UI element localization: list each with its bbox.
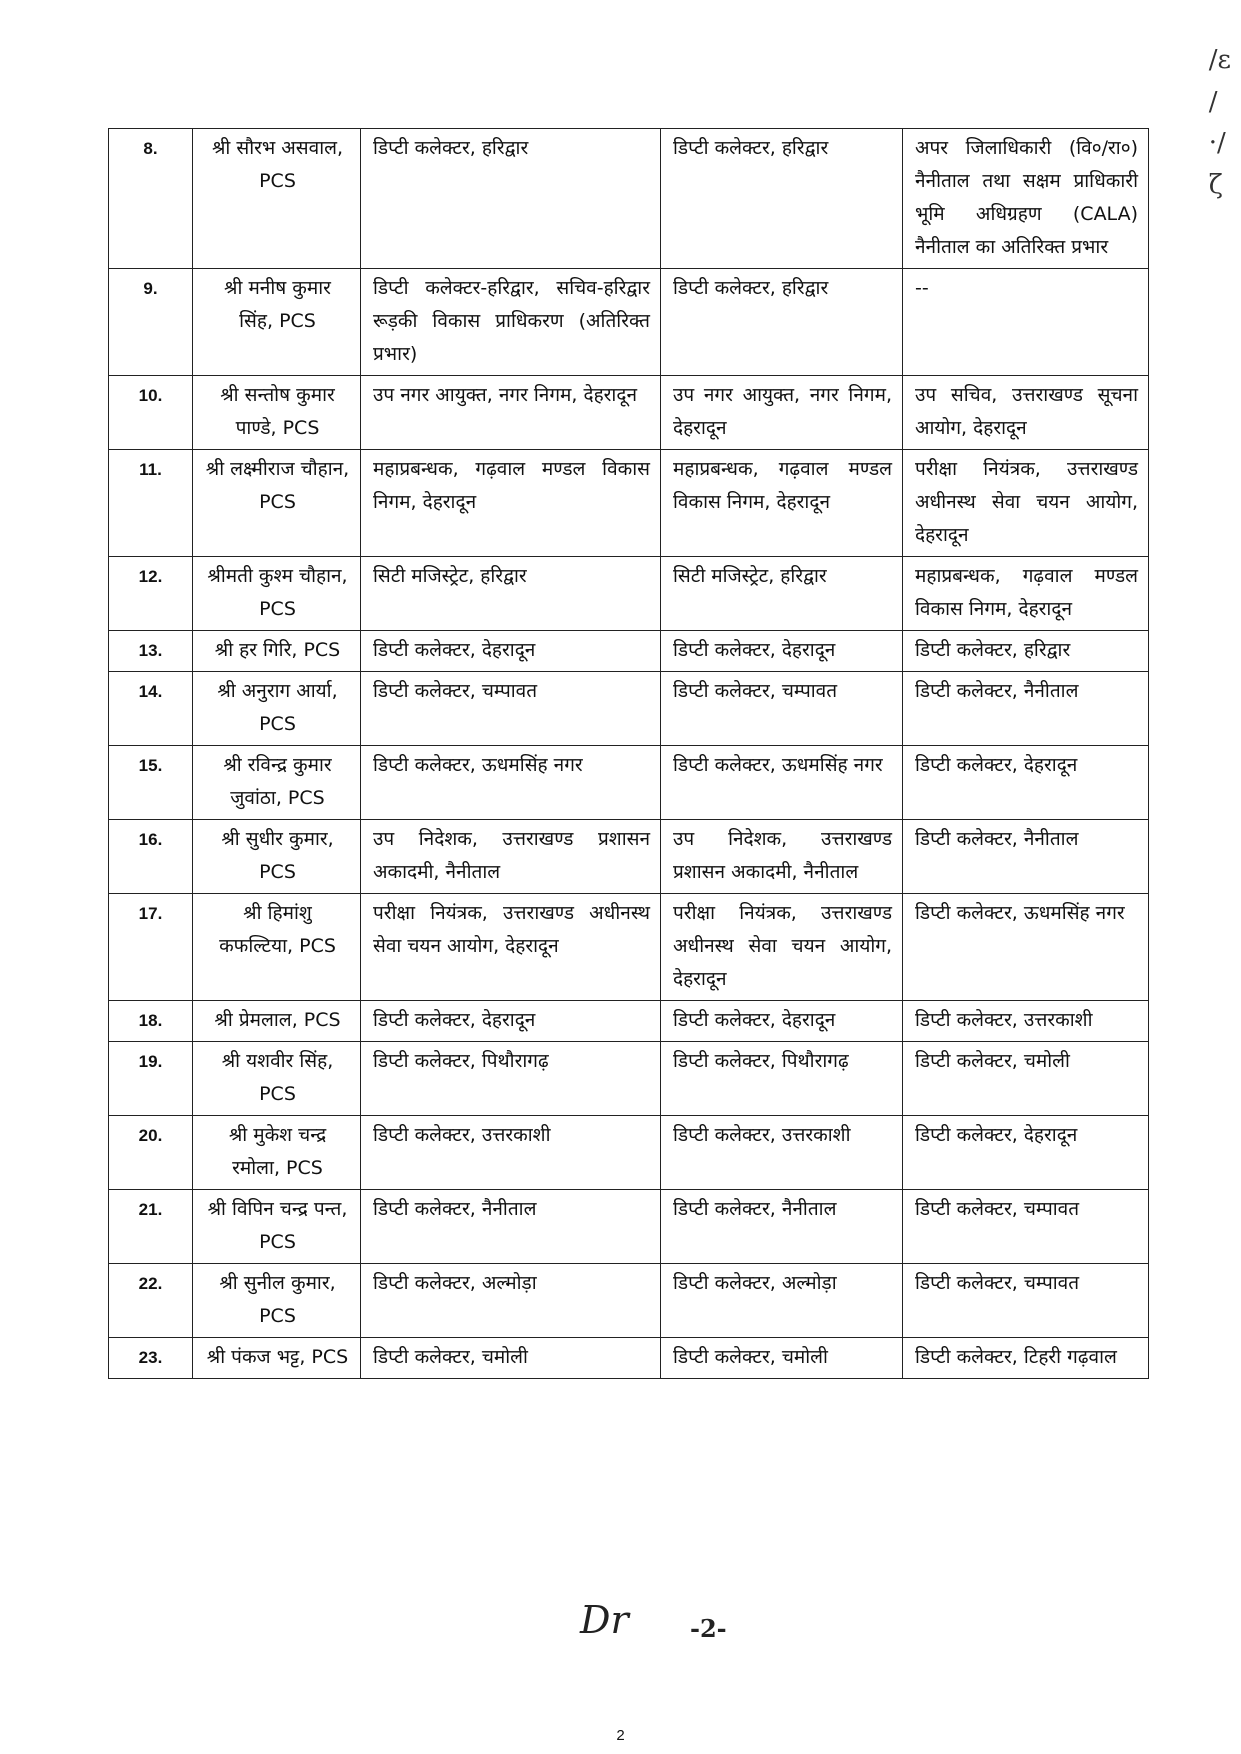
transfer-table [108, 128, 1149, 1379]
current-posting-cell: डिप्टी कलेक्टर, उत्तरकाशी [361, 1116, 661, 1190]
table-row [109, 129, 1149, 269]
margin-note-line: /ε [1208, 45, 1231, 75]
margin-note-line: ζ [1208, 169, 1223, 200]
new-posting-cell: डिप्टी कलेक्टर, हरिद्वार [661, 129, 903, 269]
new-posting-cell: परीक्षा नियंत्रक, उत्तराखण्ड अधीनस्थ सेवा चयन आयोग, देहरादून [661, 894, 903, 1001]
name-cell: श्री विपिन चन्द्र पन्त, PCS [193, 1190, 361, 1264]
serial-cell: 22. [109, 1264, 193, 1338]
new-posting-cell: डिप्टी कलेक्टर, हरिद्वार [661, 269, 903, 376]
additional-charge-cell: महाप्रबन्धक, गढ़वाल मण्डल विकास निगम, देहरादून [903, 557, 1149, 631]
table-row [109, 557, 1149, 631]
serial-cell: 19. [109, 1042, 193, 1116]
current-posting-cell: डिप्टी कलेक्टर, चमोली [361, 1338, 661, 1379]
serial-cell: 18. [109, 1001, 193, 1042]
new-posting-cell: डिप्टी कलेक्टर, चमोली [661, 1338, 903, 1379]
name-cell: श्री रविन्द्र कुमार जुवांठा, PCS [193, 746, 361, 820]
additional-charge-cell: डिप्टी कलेक्टर, नैनीताल [903, 672, 1149, 746]
additional-charge-cell: डिप्टी कलेक्टर, नैनीताल [903, 820, 1149, 894]
serial-cell: 21. [109, 1190, 193, 1264]
table-row [109, 376, 1149, 450]
name-cell: श्री अनुराग आर्या, PCS [193, 672, 361, 746]
name-cell: श्री सुनील कुमार, PCS [193, 1264, 361, 1338]
additional-charge-cell: उप सचिव, उत्तराखण्ड सूचना आयोग, देहरादून [903, 376, 1149, 450]
serial-cell: 13. [109, 631, 193, 672]
current-posting-cell: डिप्टी कलेक्टर, अल्मोड़ा [361, 1264, 661, 1338]
name-cell: श्रीमती कुश्म चौहान, PCS [193, 557, 361, 631]
table-row [109, 450, 1149, 557]
name-cell: श्री प्रेमलाल, PCS [193, 1001, 361, 1042]
table-row [109, 1264, 1149, 1338]
current-posting-cell: उप निदेशक, उत्तराखण्ड प्रशासन अकादमी, नैनीताल [361, 820, 661, 894]
name-cell: श्री सौरभ असवाल, PCS [193, 129, 361, 269]
new-posting-cell: डिप्टी कलेक्टर, पिथौरागढ़ [661, 1042, 903, 1116]
additional-charge-cell: डिप्टी कलेक्टर, चम्पावत [903, 1264, 1149, 1338]
name-cell: श्री यशवीर सिंह, PCS [193, 1042, 361, 1116]
serial-cell: 14. [109, 672, 193, 746]
current-posting-cell: परीक्षा नियंत्रक, उत्तराखण्ड अधीनस्थ सेवा चयन आयोग, देहरादून [361, 894, 661, 1001]
serial-cell: 9. [109, 269, 193, 376]
margin-note-line: ·/ [1208, 128, 1226, 159]
additional-charge-cell: डिप्टी कलेक्टर, देहरादून [903, 746, 1149, 820]
current-posting-cell: डिप्टी कलेक्टर, नैनीताल [361, 1190, 661, 1264]
table-row [109, 1338, 1149, 1379]
new-posting-cell: उप नगर आयुक्त, नगर निगम, देहरादून [661, 376, 903, 450]
table-row [109, 1042, 1149, 1116]
table-row [109, 894, 1149, 1001]
new-posting-cell: डिप्टी कलेक्टर, नैनीताल [661, 1190, 903, 1264]
new-posting-cell: महाप्रबन्धक, गढ़वाल मण्डल विकास निगम, देहरादून [661, 450, 903, 557]
current-posting-cell: डिप्टी कलेक्टर, देहरादून [361, 1001, 661, 1042]
table-row [109, 269, 1149, 376]
table-row [109, 746, 1149, 820]
current-posting-cell: महाप्रबन्धक, गढ़वाल मण्डल विकास निगम, देहरादून [361, 450, 661, 557]
name-cell: श्री सुधीर कुमार, PCS [193, 820, 361, 894]
additional-charge-cell: डिप्टी कलेक्टर, हरिद्वार [903, 631, 1149, 672]
table-row [109, 1190, 1149, 1264]
serial-cell: 10. [109, 376, 193, 450]
serial-cell: 17. [109, 894, 193, 1001]
name-cell: श्री मुकेश चन्द्र रमोला, PCS [193, 1116, 361, 1190]
serial-cell: 8. [109, 129, 193, 269]
transfer-table-body [109, 129, 1149, 1379]
table-row [109, 631, 1149, 672]
serial-cell: 23. [109, 1338, 193, 1379]
serial-cell: 20. [109, 1116, 193, 1190]
serial-cell: 11. [109, 450, 193, 557]
new-posting-cell: सिटी मजिस्ट्रेट, हरिद्वार [661, 557, 903, 631]
additional-charge-cell: डिप्टी कलेक्टर, उत्तरकाशी [903, 1001, 1149, 1042]
name-cell: श्री हिमांशु कफल्टिया, PCS [193, 894, 361, 1001]
current-posting-cell: डिप्टी कलेक्टर-हरिद्वार, सचिव-हरिद्वार रूड़की विकास प्राधिकरण (अतिरिक्त प्रभार) [361, 269, 661, 376]
current-posting-cell: उप नगर आयुक्त, नगर निगम, देहरादून [361, 376, 661, 450]
table-row [109, 1001, 1149, 1042]
table-row [109, 1116, 1149, 1190]
new-posting-cell: डिप्टी कलेक्टर, चम्पावत [661, 672, 903, 746]
table-row [109, 672, 1149, 746]
name-cell: श्री मनीष कुमार सिंह, PCS [193, 269, 361, 376]
additional-charge-cell: डिप्टी कलेक्टर, चम्पावत [903, 1190, 1149, 1264]
signature-initials: Dr [580, 1598, 629, 1642]
new-posting-cell: डिप्टी कलेक्टर, उत्तरकाशी [661, 1116, 903, 1190]
new-posting-cell: डिप्टी कलेक्टर, अल्मोड़ा [661, 1264, 903, 1338]
new-posting-cell: उप निदेशक, उत्तराखण्ड प्रशासन अकादमी, नैनीताल [661, 820, 903, 894]
new-posting-cell: डिप्टी कलेक्टर, ऊधमसिंह नगर [661, 746, 903, 820]
additional-charge-cell: डिप्टी कलेक्टर, ऊधमसिंह नगर [903, 894, 1149, 1001]
table-row [109, 820, 1149, 894]
additional-charge-cell: डिप्टी कलेक्टर, चमोली [903, 1042, 1149, 1116]
name-cell: श्री लक्ष्मीराज चौहान, PCS [193, 450, 361, 557]
current-posting-cell: डिप्टी कलेक्टर, देहरादून [361, 631, 661, 672]
current-posting-cell: सिटी मजिस्ट्रेट, हरिद्वार [361, 557, 661, 631]
additional-charge-cell: अपर जिलाधिकारी (वि०/रा०) नैनीताल तथा सक्षम प्राधिकारी भूमि अधिग्रहण (CALA) नैनीताल का अतिरिक्त प्रभार [903, 129, 1149, 269]
additional-charge-cell: -- [903, 269, 1149, 376]
handwritten-page-mark: -2- [690, 1614, 727, 1643]
name-cell: श्री सन्तोष कुमार पाण्डे, PCS [193, 376, 361, 450]
new-posting-cell: डिप्टी कलेक्टर, देहरादून [661, 631, 903, 672]
name-cell: श्री पंकज भट्ट, PCS [193, 1338, 361, 1379]
new-posting-cell: डिप्टी कलेक्टर, देहरादून [661, 1001, 903, 1042]
additional-charge-cell: डिप्टी कलेक्टर, देहरादून [903, 1116, 1149, 1190]
serial-cell: 16. [109, 820, 193, 894]
serial-cell: 15. [109, 746, 193, 820]
serial-cell: 12. [109, 557, 193, 631]
margin-annotation [1209, 40, 1231, 206]
additional-charge-cell: परीक्षा नियंत्रक, उत्तराखण्ड अधीनस्थ सेवा चयन आयोग, देहरादून [903, 450, 1149, 557]
additional-charge-cell: डिप्टी कलेक्टर, टिहरी गढ़वाल [903, 1338, 1149, 1379]
margin-note-line: / [1208, 86, 1218, 117]
current-posting-cell: डिप्टी कलेक्टर, पिथौरागढ़ [361, 1042, 661, 1116]
name-cell: श्री हर गिरि, PCS [193, 631, 361, 672]
page-number: 2 [616, 1727, 625, 1744]
current-posting-cell: डिप्टी कलेक्टर, हरिद्वार [361, 129, 661, 269]
current-posting-cell: डिप्टी कलेक्टर, चम्पावत [361, 672, 661, 746]
current-posting-cell: डिप्टी कलेक्टर, ऊधमसिंह नगर [361, 746, 661, 820]
